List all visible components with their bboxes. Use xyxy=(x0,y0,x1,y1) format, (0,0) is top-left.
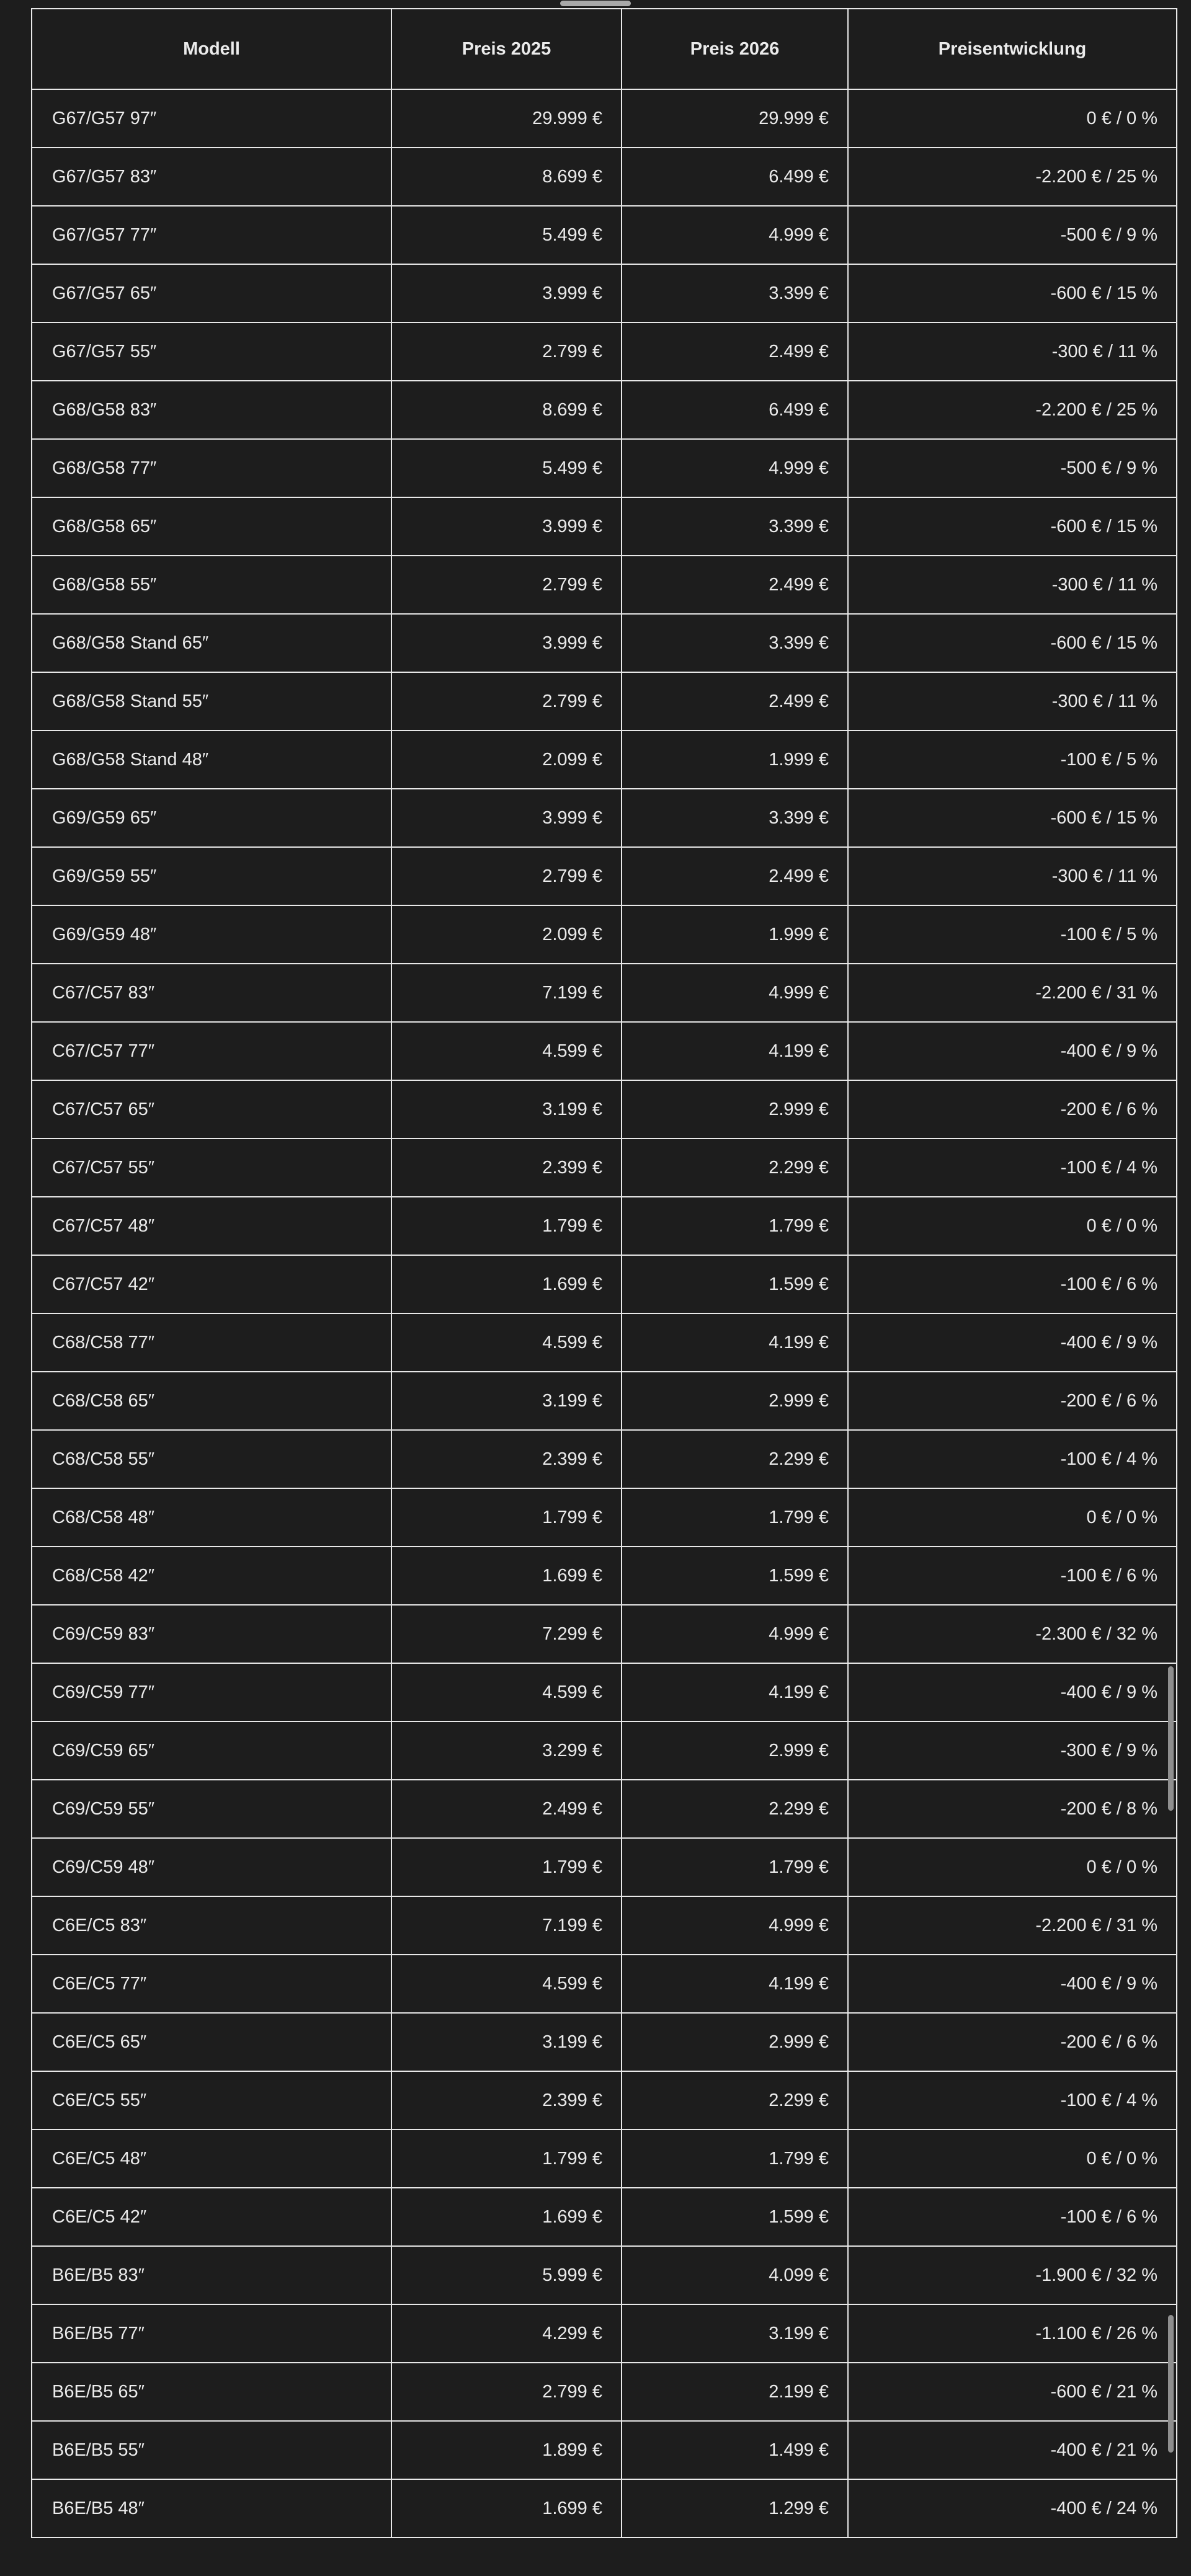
table-row xyxy=(32,439,1177,497)
table-row xyxy=(32,1372,1177,1430)
price-development-cell: -100 € / 6 % xyxy=(848,1255,1177,1313)
price-2026-cell: 1.299 € xyxy=(622,2479,848,2538)
price-2025-cell: 1.799 € xyxy=(391,1838,622,1896)
price-2026-cell: 29.999 € xyxy=(622,89,848,148)
header-preisentwicklung: Preisentwicklung xyxy=(848,9,1177,89)
price-development-cell: -100 € / 6 % xyxy=(848,2188,1177,2246)
table-row xyxy=(32,1605,1177,1663)
price-development-cell: -100 € / 5 % xyxy=(848,905,1177,964)
price-development-cell: -2.200 € / 31 % xyxy=(848,1896,1177,1955)
model-cell: G67/G57 55″ xyxy=(32,322,391,381)
model-cell: G68/G58 65″ xyxy=(32,497,391,556)
price-2026-cell: 4.999 € xyxy=(622,439,848,497)
price-2025-cell: 4.299 € xyxy=(391,2304,622,2363)
table-row xyxy=(32,1022,1177,1080)
price-development-cell: -600 € / 15 % xyxy=(848,264,1177,322)
price-2026-cell: 1.799 € xyxy=(622,1488,848,1547)
table-row xyxy=(32,2071,1177,2130)
table-row xyxy=(32,1080,1177,1139)
price-2026-cell: 1.799 € xyxy=(622,2130,848,2188)
price-2025-cell: 1.699 € xyxy=(391,2479,622,2538)
price-2025-cell: 8.699 € xyxy=(391,148,622,206)
price-2026-cell: 1.599 € xyxy=(622,1255,848,1313)
price-2025-cell: 29.999 € xyxy=(391,89,622,148)
table-row xyxy=(32,1197,1177,1255)
price-2026-cell: 6.499 € xyxy=(622,381,848,439)
model-cell: G68/G58 55″ xyxy=(32,556,391,614)
price-2025-cell: 3.999 € xyxy=(391,264,622,322)
model-cell: C67/C57 48″ xyxy=(32,1197,391,1255)
model-cell: B6E/B5 48″ xyxy=(32,2479,391,2538)
model-cell: G67/G57 65″ xyxy=(32,264,391,322)
price-2026-cell: 2.299 € xyxy=(622,1780,848,1838)
table-row xyxy=(32,847,1177,905)
model-cell: G68/G58 83″ xyxy=(32,381,391,439)
price-2025-cell: 1.899 € xyxy=(391,2421,622,2479)
model-cell: C67/C57 42″ xyxy=(32,1255,391,1313)
table-row xyxy=(32,1896,1177,1955)
price-2025-cell: 3.999 € xyxy=(391,497,622,556)
model-cell: C68/C58 65″ xyxy=(32,1372,391,1430)
table-row xyxy=(32,905,1177,964)
price-development-cell: 0 € / 0 % xyxy=(848,1488,1177,1547)
price-2026-cell: 1.599 € xyxy=(622,1547,848,1605)
model-cell: B6E/B5 55″ xyxy=(32,2421,391,2479)
price-2025-cell: 2.399 € xyxy=(391,1430,622,1488)
price-2026-cell: 1.599 € xyxy=(622,2188,848,2246)
price-development-cell: 0 € / 0 % xyxy=(848,2130,1177,2188)
price-2025-cell: 1.699 € xyxy=(391,1547,622,1605)
model-cell: C69/C59 65″ xyxy=(32,1721,391,1780)
price-development-cell: -500 € / 9 % xyxy=(848,439,1177,497)
price-2026-cell: 3.399 € xyxy=(622,497,848,556)
price-2026-cell: 4.199 € xyxy=(622,1955,848,2013)
table-row xyxy=(32,1547,1177,1605)
table-row xyxy=(32,614,1177,672)
table-row xyxy=(32,381,1177,439)
price-2026-cell: 2.999 € xyxy=(622,1080,848,1139)
table-row xyxy=(32,1313,1177,1372)
model-cell: G68/G58 Stand 55″ xyxy=(32,672,391,731)
price-2026-cell: 2.299 € xyxy=(622,1430,848,1488)
price-2026-cell: 2.499 € xyxy=(622,322,848,381)
price-development-cell: -2.200 € / 25 % xyxy=(848,381,1177,439)
price-2025-cell: 5.999 € xyxy=(391,2246,622,2304)
price-2026-cell: 6.499 € xyxy=(622,148,848,206)
price-2025-cell: 2.799 € xyxy=(391,2363,622,2421)
price-2025-cell: 2.099 € xyxy=(391,731,622,789)
price-2026-cell: 1.999 € xyxy=(622,731,848,789)
price-2025-cell: 2.099 € xyxy=(391,905,622,964)
price-development-cell: -600 € / 15 % xyxy=(848,497,1177,556)
model-cell: C68/C58 77″ xyxy=(32,1313,391,1372)
table-row xyxy=(32,2130,1177,2188)
table-row xyxy=(32,1955,1177,2013)
price-2025-cell: 3.199 € xyxy=(391,1080,622,1139)
price-2025-cell: 1.799 € xyxy=(391,2130,622,2188)
price-2025-cell: 7.299 € xyxy=(391,1605,622,1663)
price-development-cell: -2.300 € / 32 % xyxy=(848,1605,1177,1663)
price-development-cell: -100 € / 4 % xyxy=(848,1139,1177,1197)
price-2025-cell: 3.999 € xyxy=(391,614,622,672)
price-2025-cell: 4.599 € xyxy=(391,1663,622,1721)
price-development-cell: -200 € / 6 % xyxy=(848,1372,1177,1430)
price-2026-cell: 2.499 € xyxy=(622,847,848,905)
price-development-cell: -400 € / 9 % xyxy=(848,1022,1177,1080)
model-cell: C67/C57 55″ xyxy=(32,1139,391,1197)
price-development-cell: 0 € / 0 % xyxy=(848,89,1177,148)
header-preis-2026: Preis 2026 xyxy=(622,9,848,89)
price-2026-cell: 1.999 € xyxy=(622,905,848,964)
model-cell: B6E/B5 65″ xyxy=(32,2363,391,2421)
price-development-cell: -100 € / 4 % xyxy=(848,1430,1177,1488)
table-row xyxy=(32,1663,1177,1721)
model-cell: C67/C57 77″ xyxy=(32,1022,391,1080)
price-2025-cell: 2.799 € xyxy=(391,847,622,905)
price-2026-cell: 3.399 € xyxy=(622,789,848,847)
table-row xyxy=(32,89,1177,148)
price-development-cell: -300 € / 11 % xyxy=(848,322,1177,381)
price-development-cell: -400 € / 9 % xyxy=(848,1955,1177,2013)
price-2025-cell: 4.599 € xyxy=(391,1022,622,1080)
price-development-cell: -300 € / 11 % xyxy=(848,847,1177,905)
model-cell: C69/C59 77″ xyxy=(32,1663,391,1721)
model-cell: G68/G58 Stand 48″ xyxy=(32,731,391,789)
price-2026-cell: 2.999 € xyxy=(622,1721,848,1780)
price-2025-cell: 3.199 € xyxy=(391,1372,622,1430)
price-2025-cell: 3.199 € xyxy=(391,2013,622,2071)
table-row xyxy=(32,2246,1177,2304)
price-2026-cell: 1.799 € xyxy=(622,1197,848,1255)
price-development-cell: -1.100 € / 26 % xyxy=(848,2304,1177,2363)
price-2025-cell: 7.199 € xyxy=(391,964,622,1022)
header-row xyxy=(32,9,1177,89)
price-development-cell: -400 € / 21 % xyxy=(848,2421,1177,2479)
price-2025-cell: 8.699 € xyxy=(391,381,622,439)
table-row xyxy=(32,2304,1177,2363)
model-cell: G67/G57 77″ xyxy=(32,206,391,264)
vertical-scrollbar-thumb-lower[interactable] xyxy=(1168,2315,1174,2453)
table-row xyxy=(32,1780,1177,1838)
price-2026-cell: 2.199 € xyxy=(622,2363,848,2421)
price-2026-cell: 4.099 € xyxy=(622,2246,848,2304)
vertical-scrollbar-thumb-upper[interactable] xyxy=(1168,1666,1174,1811)
price-2026-cell: 2.299 € xyxy=(622,2071,848,2130)
price-2025-cell: 1.799 € xyxy=(391,1488,622,1547)
price-2026-cell: 2.299 € xyxy=(622,1139,848,1197)
price-2026-cell: 2.999 € xyxy=(622,1372,848,1430)
model-cell: G69/G59 65″ xyxy=(32,789,391,847)
model-cell: C6E/C5 48″ xyxy=(32,2130,391,2188)
table-row xyxy=(32,731,1177,789)
model-cell: C6E/C5 65″ xyxy=(32,2013,391,2071)
price-2025-cell: 2.799 € xyxy=(391,556,622,614)
model-cell: C68/C58 55″ xyxy=(32,1430,391,1488)
price-2026-cell: 3.399 € xyxy=(622,614,848,672)
horizontal-scrollbar-thumb[interactable] xyxy=(560,1,631,6)
price-development-cell: -400 € / 9 % xyxy=(848,1663,1177,1721)
price-development-cell: -200 € / 8 % xyxy=(848,1780,1177,1838)
price-development-cell: -300 € / 11 % xyxy=(848,556,1177,614)
model-cell: C69/C59 55″ xyxy=(32,1780,391,1838)
model-cell: C68/C58 42″ xyxy=(32,1547,391,1605)
model-cell: C67/C57 65″ xyxy=(32,1080,391,1139)
table-row xyxy=(32,264,1177,322)
price-2026-cell: 4.999 € xyxy=(622,964,848,1022)
price-2025-cell: 5.499 € xyxy=(391,439,622,497)
table-row xyxy=(32,964,1177,1022)
table-row xyxy=(32,206,1177,264)
price-2025-cell: 5.499 € xyxy=(391,206,622,264)
table-row xyxy=(32,497,1177,556)
table-row xyxy=(32,2363,1177,2421)
model-cell: C6E/C5 77″ xyxy=(32,1955,391,2013)
model-cell: G68/G58 Stand 65″ xyxy=(32,614,391,672)
price-2025-cell: 3.999 € xyxy=(391,789,622,847)
table-row xyxy=(32,1430,1177,1488)
price-2026-cell: 4.999 € xyxy=(622,1896,848,1955)
model-cell: C69/C59 48″ xyxy=(32,1838,391,1896)
model-cell: B6E/B5 83″ xyxy=(32,2246,391,2304)
table-row xyxy=(32,1488,1177,1547)
price-2025-cell: 7.199 € xyxy=(391,1896,622,1955)
price-development-cell: -300 € / 11 % xyxy=(848,672,1177,731)
price-2025-cell: 3.299 € xyxy=(391,1721,622,1780)
header-preis-2025: Preis 2025 xyxy=(391,9,622,89)
price-2025-cell: 1.699 € xyxy=(391,1255,622,1313)
model-cell: C67/C57 83″ xyxy=(32,964,391,1022)
table-row xyxy=(32,2188,1177,2246)
model-cell: C68/C58 48″ xyxy=(32,1488,391,1547)
price-development-cell: -100 € / 6 % xyxy=(848,1547,1177,1605)
model-cell: C6E/C5 42″ xyxy=(32,2188,391,2246)
table-row xyxy=(32,1838,1177,1896)
price-2026-cell: 1.799 € xyxy=(622,1838,848,1896)
model-cell: G69/G59 48″ xyxy=(32,905,391,964)
table-header xyxy=(32,9,1177,89)
price-2025-cell: 1.799 € xyxy=(391,1197,622,1255)
price-development-cell: -600 € / 15 % xyxy=(848,789,1177,847)
price-2025-cell: 4.599 € xyxy=(391,1955,622,2013)
model-cell: C6E/C5 83″ xyxy=(32,1896,391,1955)
price-2025-cell: 1.699 € xyxy=(391,2188,622,2246)
model-cell: C69/C59 83″ xyxy=(32,1605,391,1663)
price-2025-cell: 2.499 € xyxy=(391,1780,622,1838)
model-cell: G67/G57 83″ xyxy=(32,148,391,206)
price-development-cell: -400 € / 24 % xyxy=(848,2479,1177,2538)
model-cell: C6E/C5 55″ xyxy=(32,2071,391,2130)
price-development-cell: -200 € / 6 % xyxy=(848,1080,1177,1139)
table-row xyxy=(32,1139,1177,1197)
table-row xyxy=(32,2479,1177,2538)
price-development-cell: -2.200 € / 31 % xyxy=(848,964,1177,1022)
table-row xyxy=(32,1721,1177,1780)
price-2026-cell: 2.999 € xyxy=(622,2013,848,2071)
table-row xyxy=(32,789,1177,847)
model-cell: G68/G58 77″ xyxy=(32,439,391,497)
price-development-cell: -200 € / 6 % xyxy=(848,2013,1177,2071)
table-row xyxy=(32,2421,1177,2479)
price-2026-cell: 3.199 € xyxy=(622,2304,848,2363)
price-2025-cell: 2.399 € xyxy=(391,2071,622,2130)
price-development-cell: -300 € / 9 % xyxy=(848,1721,1177,1780)
price-2025-cell: 2.799 € xyxy=(391,322,622,381)
price-2026-cell: 4.199 € xyxy=(622,1313,848,1372)
price-2026-cell: 4.999 € xyxy=(622,1605,848,1663)
price-2026-cell: 2.499 € xyxy=(622,556,848,614)
price-development-cell: 0 € / 0 % xyxy=(848,1197,1177,1255)
price-2026-cell: 2.499 € xyxy=(622,672,848,731)
price-2026-cell: 1.499 € xyxy=(622,2421,848,2479)
price-2025-cell: 2.399 € xyxy=(391,1139,622,1197)
price-2025-cell: 2.799 € xyxy=(391,672,622,731)
price-table xyxy=(31,8,1177,2538)
price-development-cell: -600 € / 15 % xyxy=(848,614,1177,672)
table-row xyxy=(32,672,1177,731)
price-development-cell: -500 € / 9 % xyxy=(848,206,1177,264)
price-2026-cell: 4.199 € xyxy=(622,1663,848,1721)
price-2026-cell: 4.999 € xyxy=(622,206,848,264)
model-cell: B6E/B5 77″ xyxy=(32,2304,391,2363)
model-cell: G67/G57 97″ xyxy=(32,89,391,148)
price-2026-cell: 3.399 € xyxy=(622,264,848,322)
price-development-cell: -400 € / 9 % xyxy=(848,1313,1177,1372)
header-modell: Modell xyxy=(32,9,391,89)
table-body xyxy=(32,89,1177,2538)
price-development-cell: -100 € / 4 % xyxy=(848,2071,1177,2130)
table-row xyxy=(32,556,1177,614)
price-development-cell: -1.900 € / 32 % xyxy=(848,2246,1177,2304)
price-2026-cell: 4.199 € xyxy=(622,1022,848,1080)
table-row xyxy=(32,1255,1177,1313)
table-row xyxy=(32,148,1177,206)
price-development-cell: -2.200 € / 25 % xyxy=(848,148,1177,206)
price-development-cell: -100 € / 5 % xyxy=(848,731,1177,789)
price-2025-cell: 4.599 € xyxy=(391,1313,622,1372)
price-development-cell: -600 € / 21 % xyxy=(848,2363,1177,2421)
model-cell: G69/G59 55″ xyxy=(32,847,391,905)
table-row xyxy=(32,322,1177,381)
price-development-cell: 0 € / 0 % xyxy=(848,1838,1177,1896)
table-row xyxy=(32,2013,1177,2071)
